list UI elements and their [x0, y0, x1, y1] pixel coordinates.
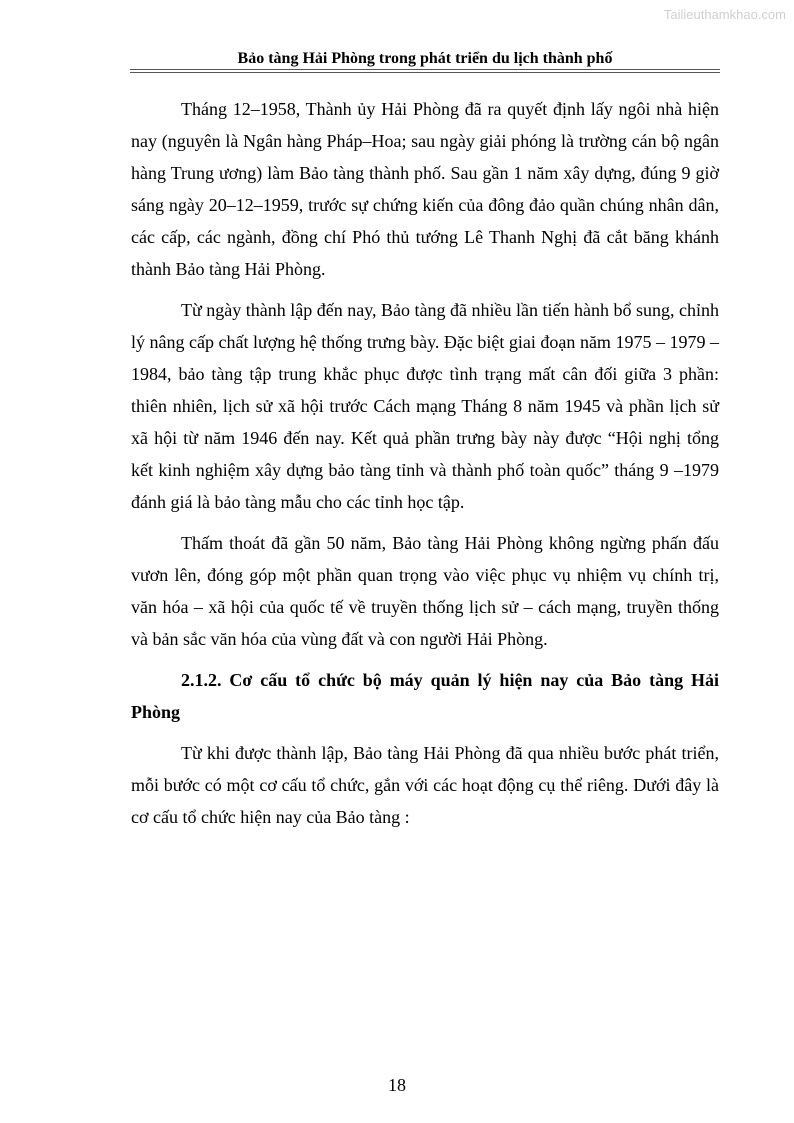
running-header: Bảo tàng Hải Phòng trong phát triển du lịch thành phố [237, 50, 613, 67]
paragraph-org-structure: Từ khi được thành lập, Bảo tàng Hải Phòng đã qua nhiều bước phát triển, mỗi bước có một cơ cấu tổ chức, gắn với các hoạt động cụ thể riêng. Dưới đây là cơ cấu tổ chức hiện nay của Bảo tàng : [131, 743, 719, 827]
section-heading: 2.1.2. Cơ cấu tổ chức bộ máy quản lý hiện nay của Bảo tàng Hải Phòng [131, 670, 719, 722]
watermark: Tailieuthamkhao.com [663, 7, 786, 22]
paragraph-fifty-years: Thấm thoát đã gần 50 năm, Bảo tàng Hải Phòng không ngừng phấn đấu vươn lên, đóng góp một phần quan trọng vào việc phục vụ nhiệm vụ chính trị, văn hóa – xã hội của quốc tế về truyền thống lịch sử – cách mạng, truyền thống và bản sắc văn hóa của vùng đất và con người Hải Phòng. [131, 533, 719, 649]
paragraph-founding: Tháng 12–1958, Thành ủy Hải Phòng đã ra quyết định lấy ngôi nhà hiện nay (nguyên là Ngân hàng Pháp–Hoa; sau ngày giải phóng là trường cán bộ ngân hàng Trung ương) làm Bảo tàng thành phố. Sau gần 1 năm xây dựng, đúng 9 giờ sáng ngày 20–12–1959, trước sự chứng kiến của đông đảo quần chúng nhân dân, các cấp, các ngành, đồng chí Phó thủ tướng Lê Thanh Nghị đã cắt băng khánh thành Bảo tàng Hải Phòng. [131, 99, 719, 279]
header-rule-top [130, 69, 720, 70]
header-rule-bottom [130, 72, 720, 73]
paragraph-exhibition-upgrades: Từ ngày thành lập đến nay, Bảo tàng đã nhiều lần tiến hành bổ sung, chỉnh lý nâng cấp chất lượng hệ thống trưng bày. Đặc biệt giai đoạn năm 1975 – 1979 – 1984, bảo tàng tập trung khắc phục được tình trạng mất cân đối giữa 3 phần: thiên nhiên, lịch sử xã hội trước Cách mạng Tháng 8 năm 1945 và phần lịch sử xã hội từ năm 1946 đến nay. Kết quả phần trưng bày này được “Hội nghị tổng kết kinh nghiệm xây dựng bảo tàng tỉnh và thành phố toàn quốc” tháng 9 –1979 đánh giá là bảo tàng mẫu cho các tỉnh học tập. [131, 300, 719, 512]
page-body [131, 93, 719, 842]
page-number: 18 [388, 1075, 406, 1095]
